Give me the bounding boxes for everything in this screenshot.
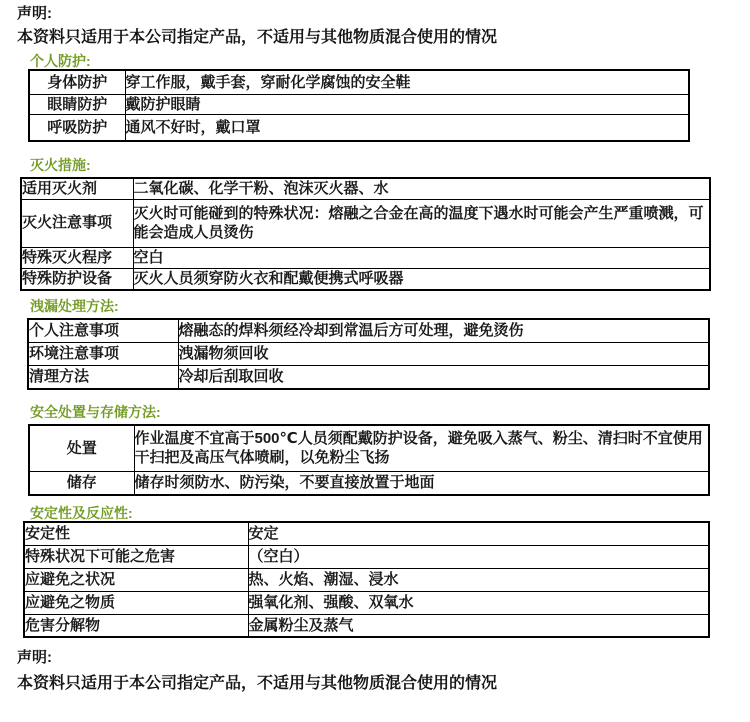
row-label: 个人注意事项 [28,319,178,342]
table-row [28,319,709,342]
row-value: 灭火人员须穿防火衣和配戴便携式呼吸器 [133,268,710,290]
table-row [24,545,709,568]
row-label: 特殊防护设备 [21,268,133,290]
row-label: 眼睛防护 [29,94,125,115]
row-value: 穿工作服，戴手套，穿耐化学腐蚀的安全鞋 [125,70,689,94]
table-row [24,591,709,614]
row-value: 熔融态的焊料须经冷却到常温后方可处理，避免烫伤 [178,319,709,342]
table-row [29,94,689,115]
row-value: （空白） [248,545,709,568]
row-value: 作业温度不宜高于500℃人员须配戴防护设备，避免吸入蒸气、粉尘、清扫时不宜使用干扫把及高压气体喷刷，以免粉尘飞扬 [134,425,709,471]
row-value: 热、火焰、潮湿、浸水 [248,568,709,591]
row-value: 安定 [248,522,709,545]
row-label: 储存 [29,471,134,495]
table-row [29,115,689,141]
row-value: 二氧化碳、化学干粉、泡沫灭火器、水 [133,178,710,199]
fire-fighting-table [20,177,711,291]
row-label: 身体防护 [29,70,125,94]
table-row [21,268,710,290]
table-row [28,365,709,389]
row-value: 戴防护眼睛 [125,94,689,115]
table-row [28,342,709,365]
row-label: 处置 [29,425,134,471]
row-value: 空白 [133,247,710,268]
table-row [24,614,709,637]
declaration-bottom-title: 声明: [17,649,52,666]
table-row [21,178,710,199]
row-label: 适用灭火剂 [21,178,133,199]
row-value: 金属粉尘及蒸气 [248,614,709,637]
row-value: 通风不好时，戴口罩 [125,115,689,141]
row-label: 安定性 [24,522,248,545]
table-row [29,70,689,94]
row-value: 储存时须防水、防污染，不要直接放置于地面 [134,471,709,495]
declaration-top-title: 声明: [17,5,52,22]
section-heading-personal-protection: 个人防护: [30,53,91,69]
table-row [29,471,709,495]
row-value: 冷却后刮取回收 [178,365,709,389]
section-heading-stability-reactivity: 安定性及反应性: [30,505,133,521]
table-row [29,425,709,471]
row-value: 强氧化剂、强酸、双氧水 [248,591,709,614]
table-row [24,522,709,545]
row-label: 灭火注意事项 [21,199,133,247]
row-label: 危害分解物 [24,614,248,637]
row-value: 灭火时可能碰到的特殊状况：熔融之合金在高的温度下遇水时可能会产生严重喷溅，可能会造成人员烫伤 [133,199,710,247]
section-heading-handling-storage: 安全处置与存储方法: [30,404,161,420]
row-label: 呼吸防护 [29,115,125,141]
table-row [21,247,710,268]
table-row [24,568,709,591]
section-heading-leak-handling: 洩漏处理方法: [30,298,119,314]
row-value: 洩漏物须回收 [178,342,709,365]
handling-storage-table [28,424,710,496]
row-label: 应避免之物质 [24,591,248,614]
section-heading-fire-fighting: 灭火措施: [30,157,91,173]
table-row [21,199,710,247]
row-label: 应避免之状况 [24,568,248,591]
row-label: 特殊灭火程序 [21,247,133,268]
declaration-top-text: 本资料只适用于本公司指定产品，不适用与其他物质混合使用的情况 [17,29,498,46]
row-label: 环境注意事项 [28,342,178,365]
row-label: 特殊状况下可能之危害 [24,545,248,568]
declaration-bottom-text: 本资料只适用于本公司指定产品，不适用与其他物质混合使用的情况 [17,675,498,692]
leak-handling-table [27,318,710,390]
personal-protection-table [28,69,690,142]
row-label: 清理方法 [28,365,178,389]
stability-reactivity-table [23,521,710,638]
